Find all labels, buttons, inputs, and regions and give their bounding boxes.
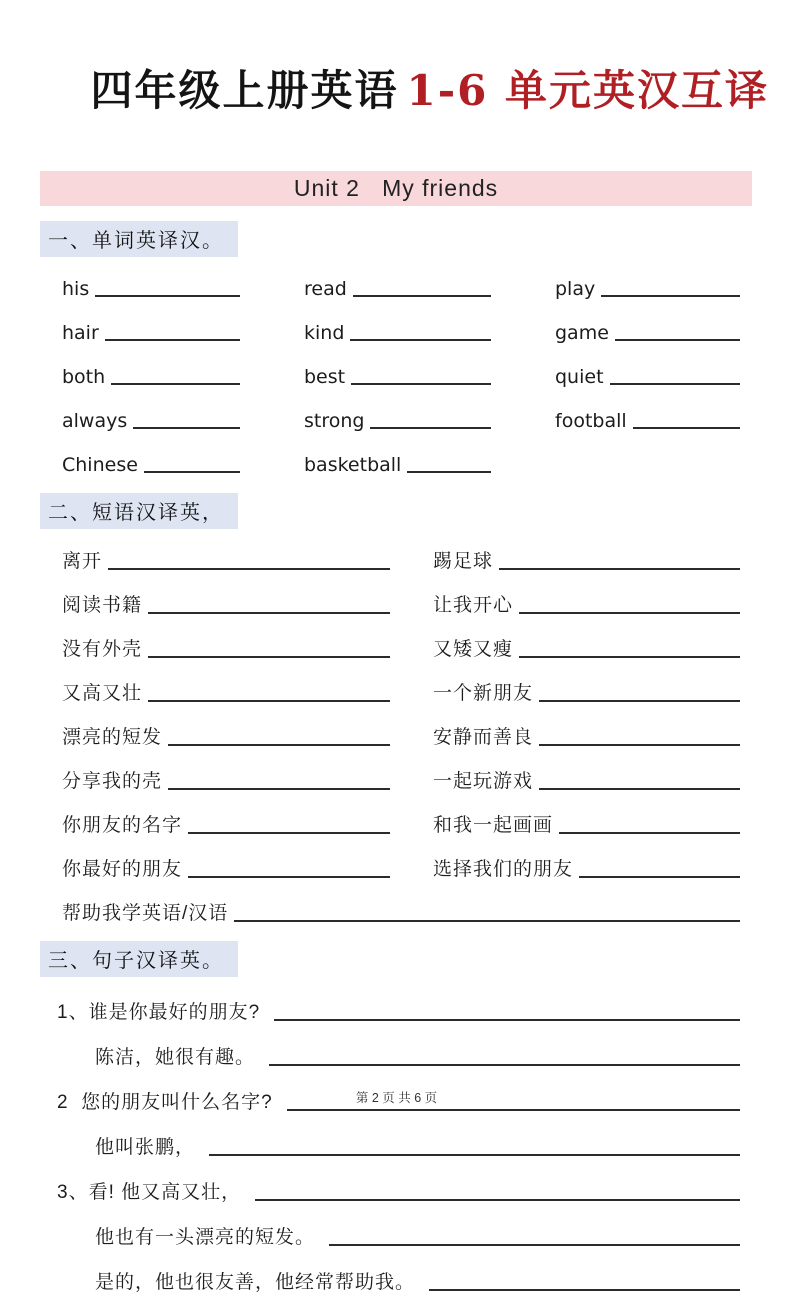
- answer-blank-line: [610, 383, 740, 385]
- phrase-label: 你最好的朋友: [62, 858, 183, 880]
- answer-blank-line: [234, 920, 740, 922]
- phrase-item: [62, 843, 390, 887]
- phrase-item: [62, 579, 390, 623]
- word-label: always: [62, 409, 128, 432]
- phrase-item: [62, 623, 390, 667]
- sentence-list: [57, 985, 740, 1300]
- phrase-item: [62, 667, 390, 711]
- answer-blank-line: [499, 568, 740, 570]
- word-item-empty: [555, 437, 740, 481]
- phrase-item: [433, 799, 740, 843]
- phrase-label: 一个新朋友: [433, 682, 534, 704]
- sentence-row: [95, 1120, 740, 1165]
- answer-blank-line: [148, 656, 390, 658]
- answer-blank-line: [269, 1064, 740, 1066]
- sentence-row: [95, 1210, 740, 1255]
- phrase-item: [62, 755, 390, 799]
- word-label: hair: [62, 321, 99, 344]
- answer-blank-line: [601, 295, 740, 297]
- answer-blank-line: [353, 295, 491, 297]
- answer-blank-line: [579, 876, 740, 878]
- answer-blank-line: [168, 744, 390, 746]
- sentence-row: [57, 1165, 740, 1210]
- phrase-item: [62, 711, 390, 755]
- answer-blank-line: [287, 1109, 740, 1111]
- answer-blank-line: [559, 832, 740, 834]
- phrase-item-full-width: [62, 887, 740, 931]
- phrase-label: 帮助我学英语/汉语: [62, 902, 229, 924]
- answer-blank-line: [370, 427, 491, 429]
- phrase-item: [433, 711, 740, 755]
- answer-blank-line: [105, 339, 240, 341]
- word-item: [62, 393, 240, 437]
- word-label: both: [62, 365, 106, 388]
- word-label: kind: [304, 321, 345, 344]
- phrase-item: [62, 535, 390, 579]
- answer-blank-line: [168, 788, 390, 790]
- answer-blank-line: [519, 612, 740, 614]
- answer-blank-line: [188, 832, 390, 834]
- phrase-label: 选择我们的朋友: [433, 858, 574, 880]
- phrase-label: 让我开心: [433, 594, 514, 616]
- word-grid: [62, 261, 740, 481]
- word-item: [62, 349, 240, 393]
- word-item: [62, 261, 240, 305]
- section1-heading: 一、单词英译汉。: [40, 221, 238, 257]
- sentence-label: 陈洁，她很有趣。: [95, 1046, 256, 1068]
- phrase-label: 踢足球: [433, 550, 494, 572]
- answer-blank-line: [148, 612, 390, 614]
- word-label: basketball: [304, 453, 402, 476]
- word-label: best: [304, 365, 346, 388]
- phrase-label: 没有外壳: [62, 638, 143, 660]
- page-title: [0, 0, 793, 161]
- word-item: [555, 261, 740, 305]
- answer-blank-line: [539, 700, 740, 702]
- phrase-label: 漂亮的短发: [62, 726, 163, 748]
- phrase-label: 阅读书籍: [62, 594, 143, 616]
- sentence-label: 他也有一头漂亮的短发。: [95, 1226, 316, 1248]
- unit-banner-text: Unit 2 My friends: [293, 174, 499, 201]
- answer-blank-line: [95, 295, 240, 297]
- sentence-label: 他叫张鹏，: [95, 1136, 196, 1158]
- word-label: strong: [304, 409, 365, 432]
- answer-blank-line: [255, 1199, 740, 1201]
- page-footer: 第 2 页 共 6 页: [355, 1091, 438, 1105]
- word-item: [555, 305, 740, 349]
- phrase-item: [433, 579, 740, 623]
- answer-blank-line: [108, 568, 390, 570]
- answer-blank-line: [407, 471, 491, 473]
- answer-blank-line: [633, 427, 740, 429]
- word-label: his: [62, 277, 90, 300]
- answer-blank-line: [188, 876, 390, 878]
- page-title-black: 四年级上册英语: [90, 66, 399, 116]
- section2-heading: 二、短语汉译英，: [40, 493, 238, 529]
- phrase-label: 离开: [62, 550, 103, 572]
- word-label: Chinese: [62, 453, 138, 476]
- word-item: [555, 393, 740, 437]
- word-item: [555, 349, 740, 393]
- sentence-label: 2 您的朋友叫什么名字?: [57, 1091, 273, 1113]
- phrase-item: [433, 843, 740, 887]
- answer-blank-line: [148, 700, 390, 702]
- section3-heading: 三、句子汉译英。: [40, 941, 238, 977]
- phrase-item: [433, 623, 740, 667]
- answer-blank-line: [615, 339, 740, 341]
- word-item: [62, 437, 240, 481]
- sentence-row: [57, 985, 740, 1030]
- phrase-item: [433, 535, 740, 579]
- answer-blank-line: [350, 339, 491, 341]
- phrase-item: [433, 667, 740, 711]
- answer-blank-line: [351, 383, 491, 385]
- sentence-label: 是的，他也很友善，他经常帮助我。: [95, 1271, 416, 1293]
- sentence-label: 3、看! 他又高又壮，: [57, 1181, 242, 1203]
- phrase-label: 分享我的壳: [62, 770, 163, 792]
- word-label: quiet: [555, 365, 604, 388]
- answer-blank-line: [539, 788, 740, 790]
- answer-blank-line: [429, 1289, 740, 1291]
- answer-blank-line: [329, 1244, 740, 1246]
- page-title-red: 1-6 单元英汉互译: [406, 66, 770, 116]
- answer-blank-line: [519, 656, 740, 658]
- word-label: football: [555, 409, 627, 432]
- word-label: game: [555, 321, 609, 344]
- answer-blank-line: [274, 1019, 740, 1021]
- answer-blank-line: [539, 744, 740, 746]
- word-item: [304, 349, 491, 393]
- phrase-grid: [62, 535, 740, 887]
- answer-blank-line: [144, 471, 240, 473]
- answer-blank-line: [133, 427, 240, 429]
- phrase-label: 你朋友的名字: [62, 814, 183, 836]
- phrase-label: 又高又壮: [62, 682, 143, 704]
- sentence-row: [95, 1030, 740, 1075]
- phrase-label: 又矮又瘦: [433, 638, 514, 660]
- sentence-row: [95, 1255, 740, 1300]
- phrase-label: 和我一起画画: [433, 814, 554, 836]
- phrase-item: [433, 755, 740, 799]
- sentence-label: 1、谁是你最好的朋友?: [57, 1001, 261, 1023]
- answer-blank-line: [111, 383, 240, 385]
- word-label: read: [304, 277, 347, 300]
- word-item: [304, 305, 491, 349]
- phrase-label: 安静而善良: [433, 726, 534, 748]
- unit-banner: [40, 171, 752, 206]
- word-item: [304, 393, 491, 437]
- word-label: play: [555, 277, 596, 300]
- phrase-label: 一起玩游戏: [433, 770, 534, 792]
- word-item: [304, 437, 491, 481]
- answer-blank-line: [209, 1154, 740, 1156]
- phrase-item: [62, 799, 390, 843]
- word-item: [304, 261, 491, 305]
- word-item: [62, 305, 240, 349]
